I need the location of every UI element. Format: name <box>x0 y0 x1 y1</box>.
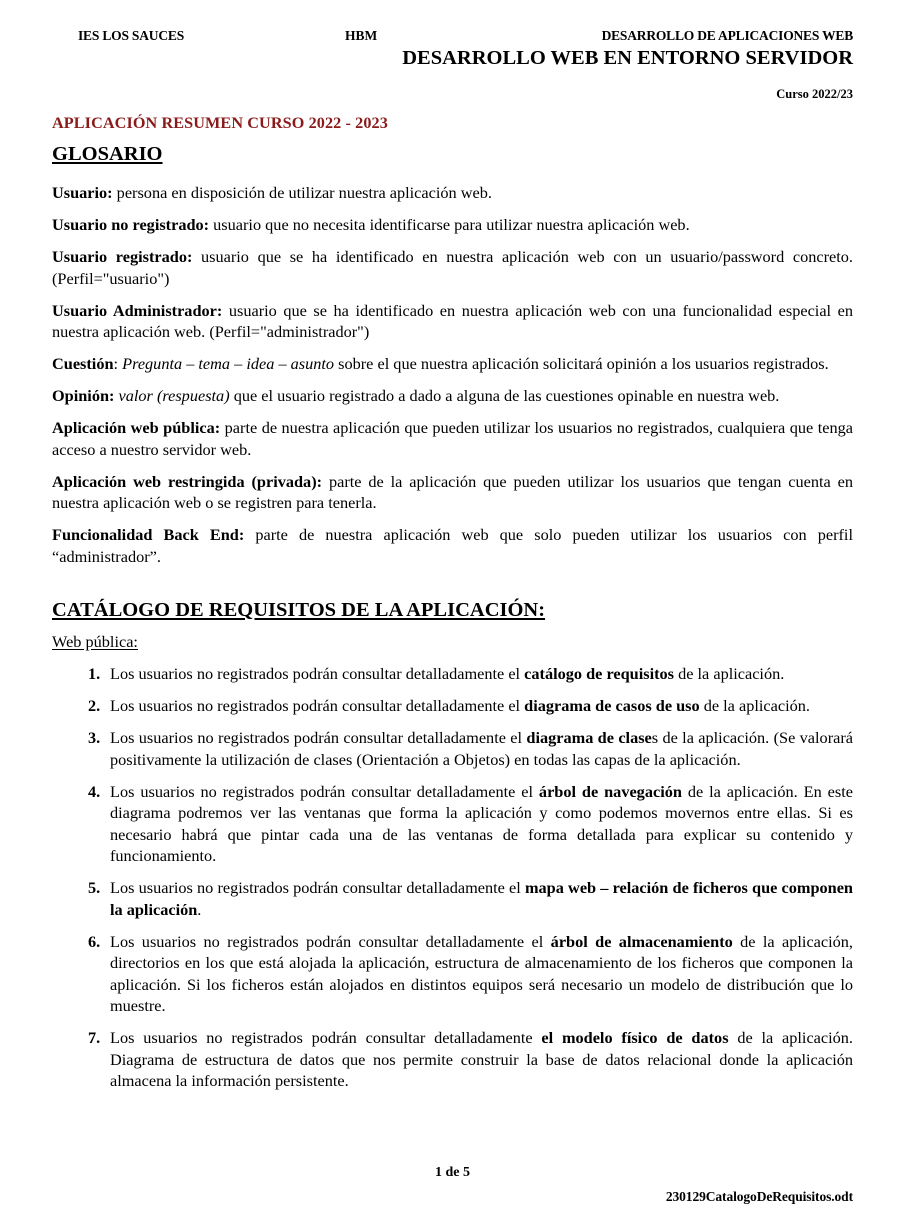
requirement-item <box>52 931 853 1017</box>
glossary-term: Usuario Administrador: <box>52 300 223 320</box>
text-run: que el usuario registrado a dado a alguna de las cuestiones opinable en nuestra web. <box>229 386 780 405</box>
glossary-entry <box>52 385 853 407</box>
text-run: Los usuarios no registrados podrán consultar detalladamente el <box>110 931 551 951</box>
glossary-term: Opinión: <box>52 386 115 405</box>
catalog-subheading-wrap <box>52 632 853 652</box>
text-run: usuario que se ha identificado en nuestra aplicación web con una funcionalidad especial en nuestra aplicación web. (Perfil="administrador") <box>52 300 854 341</box>
glossary-entry <box>52 246 853 289</box>
text-run: de la aplicación. Diagrama de estructura de datos que nos permite construir la base de datos relacional donde la aplicación almacena la información persistente. <box>110 1028 854 1090</box>
text-run: Los usuarios no registrados podrán consultar detalladamente el <box>110 781 539 801</box>
header-school-name: IES LOS SAUCES <box>78 28 184 43</box>
text-run: Los usuarios no registrados podrán consultar detalladamente el <box>110 696 525 715</box>
requirement-text <box>110 878 853 919</box>
text-run: s de la aplicación. (Se valorará positivamente la utilización de clases (Orientación a Objetos) en todas las capas de la aplicación. <box>110 728 853 769</box>
requirement-number: 2. <box>88 696 101 715</box>
requirement-text <box>110 696 810 715</box>
text-run: Los usuarios no registrados podrán consultar detalladamente el <box>110 878 525 897</box>
document-footer <box>52 1164 853 1210</box>
glossary-entry <box>52 353 853 375</box>
header-center-code: HBM <box>345 28 378 43</box>
requirement-text <box>110 728 853 769</box>
text-run: Los usuarios no registrados podrán consultar detalladamente el <box>110 728 527 747</box>
glossary-term: Cuestión <box>52 354 114 373</box>
catalog-heading-wrap <box>52 598 853 622</box>
glossary-term: Funcionalidad Back End: <box>52 525 245 544</box>
requirement-text <box>110 664 784 683</box>
text-run: parte de la aplicación que pueden utilizar los usuarios que tengan cuenta en nuestra aplicación web o se registren para tenerla. <box>52 471 853 512</box>
glossary-entry-list <box>52 182 853 567</box>
text-run: de la aplicación, directorios en los que está alojada la aplicación, estructura de almacenamiento de los ficheros que componen la aplicación. Si los ficheros están alojados en distintos equipos será necesario un modelo de distribución que lo muestre. <box>110 931 854 1015</box>
requirement-number: 7. <box>88 1028 101 1047</box>
catalog-heading: CATÁLOGO DE REQUISITOS DE LA APLICACIÓN: <box>52 599 546 621</box>
header-top-row <box>52 26 853 46</box>
application-title: APLICACIÓN RESUMEN CURSO 2022 - 2023 <box>52 114 388 132</box>
glossary-entry <box>52 214 853 236</box>
text-run: Los usuarios no registrados podrán consultar detalladamente el <box>110 664 525 683</box>
footer-page-number: 1 de 5 <box>435 1165 470 1180</box>
document-header <box>52 26 853 101</box>
glossary-entry <box>52 300 853 343</box>
requirement-number: 1. <box>88 664 101 683</box>
requirement-item <box>52 781 853 867</box>
text-run: de la aplicación. En este diagrama podremos ver las ventanas que forma la aplicación y como podemos movernos entre ellas. Si es necesario habrá que pintar cada una de las ventanas de forma detallada para explicar su contenido y funcionamiento. <box>110 781 853 865</box>
text-run: Los usuarios no registrados podrán consultar detalladamente <box>110 1028 542 1047</box>
glossary-term: Usuario no registrado: <box>52 215 210 234</box>
document-body <box>52 113 853 1102</box>
text-run: . <box>197 899 202 919</box>
emphasis-bold: árbol de almacenamiento <box>550 931 733 951</box>
requirement-number: 4. <box>88 781 101 801</box>
emphasis-bold: catálogo de requisitos <box>524 664 675 683</box>
catalog-subheading: Web pública: <box>52 632 138 651</box>
requirements-list <box>52 663 853 1092</box>
glossary-entry <box>52 417 853 460</box>
glossary-term: Usuario registrado: <box>52 247 193 266</box>
text-run: parte de nuestra aplicación que pueden utilizar los usuarios no registrados, cualquiera que tenga acceso a nuestro servidor web. <box>52 418 853 459</box>
header-subject-line-1: DESARROLLO DE APLICACIONES WEB <box>601 28 853 43</box>
text-run: usuario que no necesita identificarse para utilizar nuestra aplicación web. <box>209 215 690 234</box>
requirement-text <box>110 1028 853 1090</box>
glossary-term: Aplicación web pública: <box>52 418 221 437</box>
glossary-entry <box>52 182 853 204</box>
text-run: : <box>113 354 123 373</box>
glossary-entry <box>52 524 853 567</box>
requirement-number: 6. <box>88 931 101 951</box>
emphasis-bold: diagrama de clase <box>526 728 652 747</box>
emphasis-bold: árbol de navegación <box>538 781 682 801</box>
emphasis-bold: el modelo físico de datos <box>541 1028 729 1047</box>
requirement-number: 5. <box>88 878 101 897</box>
glossary-heading: GLOSARIO <box>52 143 163 165</box>
text-run: de la aplicación. <box>674 664 785 683</box>
requirement-number: 3. <box>88 728 101 747</box>
requirement-item <box>52 663 853 685</box>
emphasis-bold: mapa web – relación de ficheros que componen la aplicación <box>110 878 853 919</box>
requirement-item <box>52 727 853 770</box>
emphasis-italic: valor (respuesta) <box>118 386 230 405</box>
header-subject-line-2: DESARROLLO WEB EN ENTORNO SERVIDOR <box>402 47 853 69</box>
emphasis-italic: Pregunta – tema – idea – asunto <box>122 354 335 373</box>
glossary-heading-wrap <box>52 142 853 174</box>
glossary-term: Aplicación web restringida (privada): <box>52 471 323 491</box>
footer-filename: 230129CatalogoDeRequisitos.odt <box>665 1189 853 1204</box>
glossary-term: Usuario: <box>52 183 113 202</box>
header-course-year: Curso 2022/23 <box>776 87 853 101</box>
glossary-entry <box>52 471 853 514</box>
requirement-text <box>110 932 853 1016</box>
requirement-item <box>52 1027 853 1092</box>
requirement-item <box>52 877 853 920</box>
requirement-item <box>52 695 853 717</box>
text-run: de la aplicación. <box>699 696 810 715</box>
requirement-text <box>110 782 853 866</box>
text-run: usuario que se ha identificado en nuestra aplicación web con un usuario/password concreto. (Perfil="usuario") <box>52 247 853 288</box>
text-run: persona en disposición de utilizar nuestra aplicación web. <box>112 183 492 202</box>
emphasis-bold: diagrama de casos de uso <box>524 696 700 715</box>
text-run: sobre el que nuestra aplicación solicitará opinión a los usuarios registrados. <box>334 354 829 373</box>
text-run: parte de nuestra aplicación web que solo pueden utilizar los usuarios con perfil “administrador”. <box>52 525 853 566</box>
